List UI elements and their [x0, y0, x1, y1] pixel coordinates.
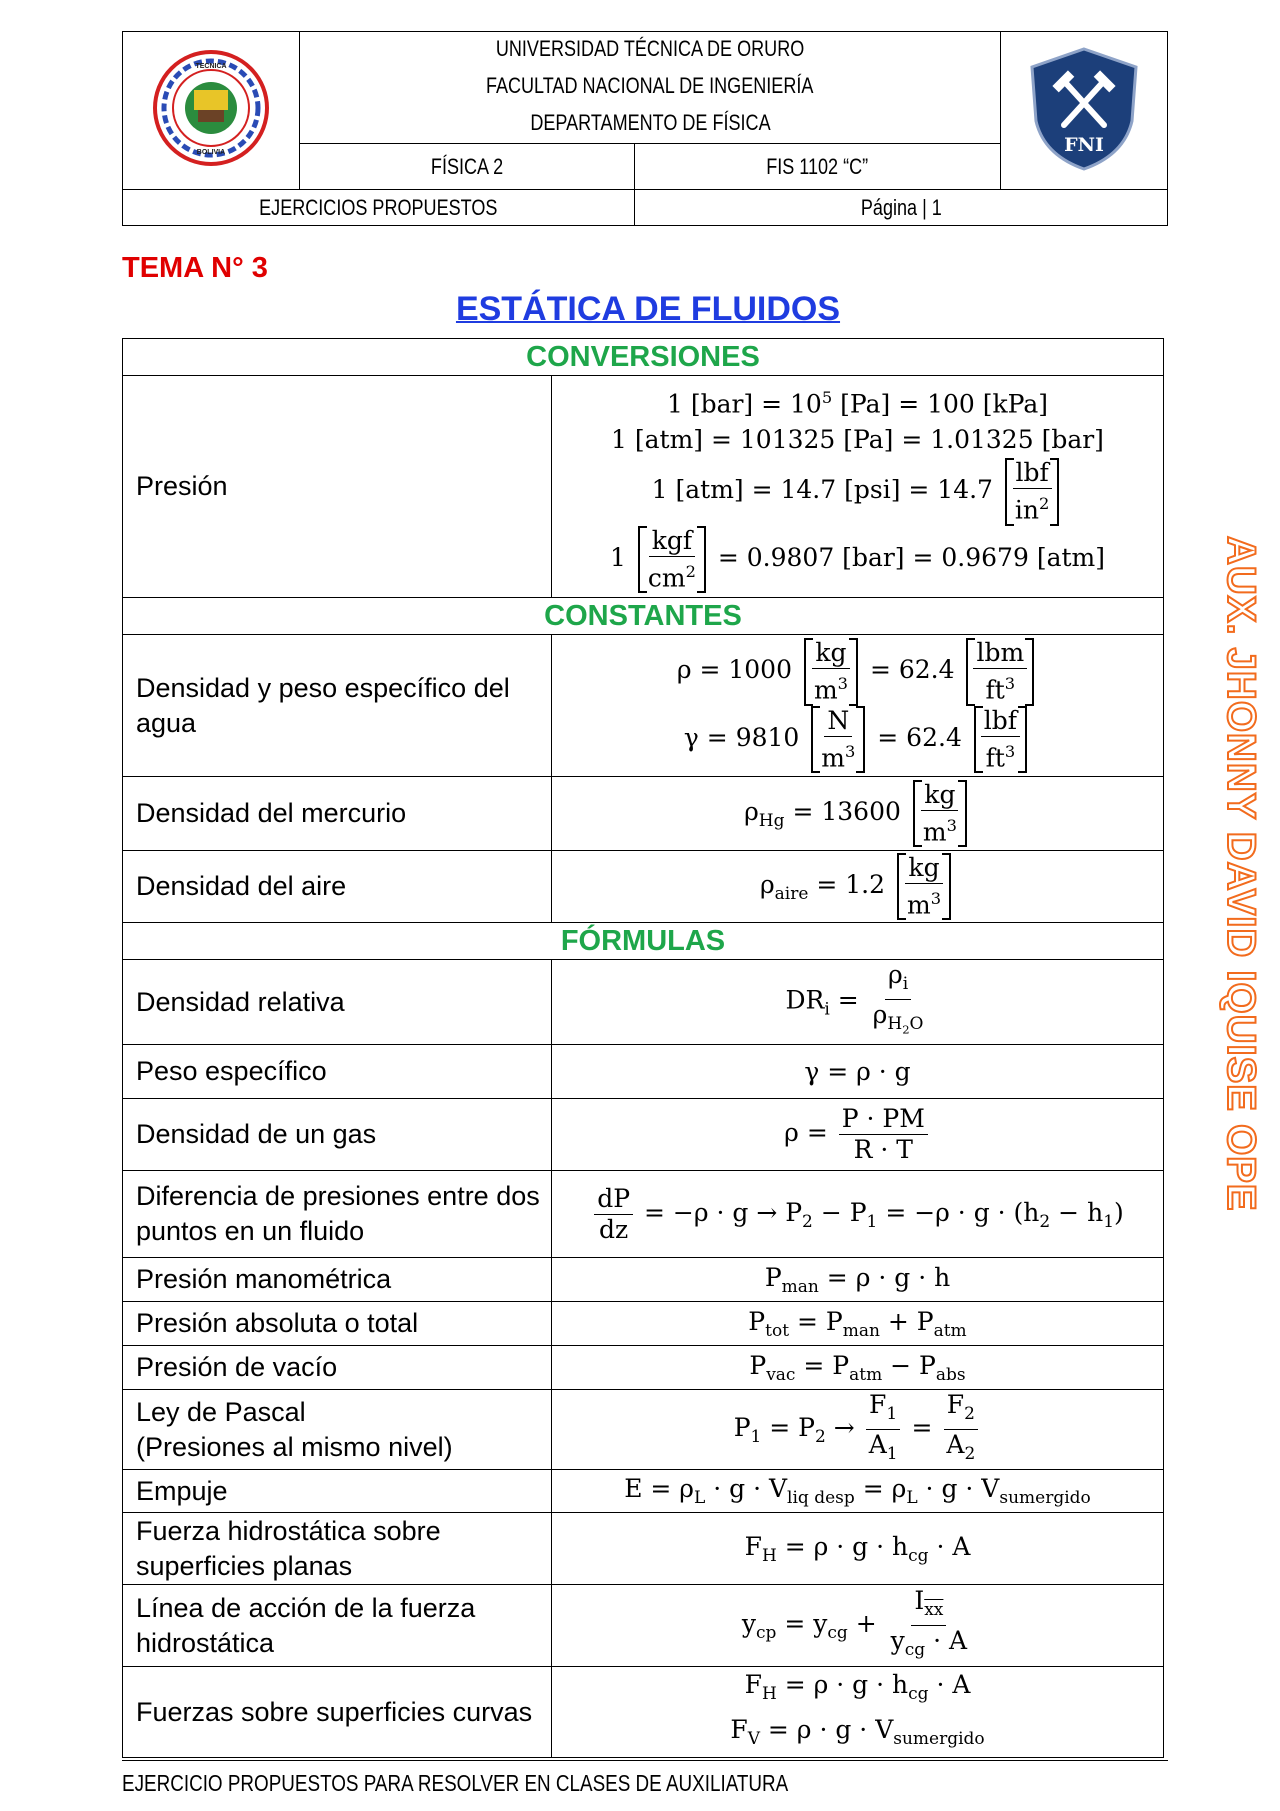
table-row	[123, 1390, 1164, 1470]
label-presion-manometrica: Presión manométrica	[123, 1258, 552, 1302]
document-header	[122, 31, 1168, 226]
university-logo-cell	[123, 32, 300, 190]
label-densidad-mercurio: Densidad del mercurio	[123, 777, 552, 851]
svg-text:TECNICA: TECNICA	[195, 63, 227, 70]
formula-linea-accion: $y_{cp} = y_{cg}$ + $\frac{I_{\overline{xx}}}{y_{cg} \cdot A}$	[552, 1585, 1164, 1667]
page-footer: EJERCICIO PROPUESTOS PARA RESOLVER EN CLASES DE AUXILIATURA	[122, 1770, 789, 1796]
label-fuerza-planas: Fuerza hidrostática sobre superficies planas	[123, 1513, 552, 1585]
formula-fuerzas-curvas: $F_H = \rho \cdot g \cdot h_{cg} \cdot A$ $F_V = \rho \cdot g \cdot V_{sumergido}$	[552, 1667, 1164, 1758]
university-name: UNIVERSIDAD TÉCNICA DE ORURO	[495, 36, 805, 61]
table-row	[123, 1302, 1164, 1346]
label-presion-absoluta: Presión absoluta o total	[123, 1302, 552, 1346]
label-linea-accion: Línea de acción de la fuerza hidrostática	[123, 1585, 552, 1667]
formula-densidad-relativa: $DR_i$ = $\frac{\rho_i}{\rho_{H_2O}}$	[552, 960, 1164, 1045]
formula-presion-vacio: $P_{vac} = P_{atm} - P_{abs}$	[552, 1346, 1164, 1390]
table-row	[123, 1585, 1164, 1667]
section-conversiones: CONVERSIONES	[123, 339, 1164, 376]
formula-densidad-mercurio: $\rho_{Hg} = 13600$ $\frac{kg}{m^3}$	[552, 777, 1164, 851]
page-number-cell: Página | 1	[634, 190, 1167, 226]
table-row	[123, 1045, 1164, 1099]
svg-text:BOLIVIA: BOLIVIA	[196, 149, 226, 156]
doc-type-cell: EJERCICIOS PROPUESTOS	[123, 190, 635, 226]
table-row	[123, 777, 1164, 851]
table-row	[123, 960, 1164, 1045]
table-row	[123, 851, 1164, 923]
formula-table	[122, 338, 1164, 1758]
table-row	[123, 1667, 1164, 1758]
formula-diferencia-presiones: $\frac{dP}{dz}$ = $-\rho \cdot g \to P_2 - P_1 = -\rho \cdot g \cdot (h_2 - h_1)$	[552, 1171, 1164, 1258]
formula-ley-pascal: $P_1 = P_2$ → $\frac{F_1}{A_1}$ = $\frac{F_2}{A_2}$	[552, 1390, 1164, 1470]
svg-text:FNI: FNI	[1064, 134, 1104, 156]
label-presion: Presión	[123, 376, 552, 598]
table-row	[123, 1099, 1164, 1171]
faculty-name: FACULTAD NACIONAL DE INGENIERÍA	[486, 73, 814, 98]
label-peso-especifico: Peso específico	[123, 1045, 552, 1099]
section-constantes: CONSTANTES	[123, 598, 1164, 635]
table-row	[123, 1171, 1164, 1258]
topic-number: TEMA N° 3	[122, 252, 268, 284]
table-row	[123, 1258, 1164, 1302]
fni-shield-icon	[1024, 43, 1144, 173]
author-watermark: AUX. JHONNY DAVID IQUISE OPE	[1219, 536, 1263, 1212]
label-densidad-aire: Densidad del aire	[123, 851, 552, 923]
formula-presion: 1 $[bar] = 10^5$ [Pa] = 100 [kPa] 1 [atm] = 101325 [Pa] = 1.01325 [bar] 1 [atm] = 14.7 [psi] = 14.7 $\frac{\text{lbf}}{in^2}$ 1 $\frac{\text{kgf}}{cm^2}$ = 0.9807 [bar] = 0.9679 [atm]	[552, 376, 1164, 598]
table-row	[123, 635, 1164, 777]
formula-densidad-gas: ρ = $\frac{P \cdot PM}{R \cdot T}$	[552, 1099, 1164, 1171]
label-diferencia-presiones: Diferencia de presiones entre dos puntos en un fluido	[123, 1171, 552, 1258]
table-row	[123, 1346, 1164, 1390]
label-empuje: Empuje	[123, 1470, 552, 1513]
formula-densidad-agua: ρ = 1000 $\frac{kg}{m^3}$ = 62.4 $\frac{\text{lbm}}{ft^3}$ γ = 9810 $\frac{N}{m^3}$ = 62.4 $\frac{\text{lbf}}{ft^3}$	[552, 635, 1164, 777]
footer-divider	[122, 1760, 1168, 1761]
label-densidad-relativa: Densidad relativa	[123, 960, 552, 1045]
label-presion-vacio: Presión de vacío	[123, 1346, 552, 1390]
institution-names	[300, 32, 1001, 144]
course-code-cell: FIS 1102 “C”	[634, 144, 1000, 190]
faculty-logo-cell	[1001, 32, 1168, 190]
department-name: DEPARTAMENTO DE FÍSICA	[529, 110, 771, 135]
table-row	[123, 1470, 1164, 1513]
formula-empuje: $E = \rho_L \cdot g \cdot V_{liq desp} = \rho_L \cdot g \cdot V_{sumergido}$	[552, 1470, 1164, 1513]
page-title: ESTÁTICA DE FLUIDOS	[455, 290, 841, 328]
label-densidad-agua: Densidad y peso específico del agua	[123, 635, 552, 777]
label-densidad-gas: Densidad de un gas	[123, 1099, 552, 1171]
formula-presion-absoluta: $P_{tot} = P_{man} + P_{atm}$	[552, 1302, 1164, 1346]
university-seal-icon	[136, 48, 286, 168]
label-ley-pascal: Ley de Pascal (Presiones al mismo nivel)	[123, 1390, 552, 1470]
course-name-cell: FÍSICA 2	[300, 144, 635, 190]
formula-peso-especifico: γ = ρ · g	[552, 1045, 1164, 1099]
formula-presion-manometrica: $P_{man} = \rho \cdot g \cdot h$	[552, 1258, 1164, 1302]
label-fuerzas-curvas: Fuerzas sobre superficies curvas	[123, 1667, 552, 1758]
table-row	[123, 1513, 1164, 1585]
table-row	[123, 376, 1164, 598]
section-formulas: FÓRMULAS	[123, 923, 1164, 960]
formula-densidad-aire: $\rho_{aire} = 1.2$ $\frac{kg}{m^3}$	[552, 851, 1164, 923]
formula-fuerza-planas: $F_H = \rho \cdot g \cdot h_{cg} \cdot A$	[552, 1513, 1164, 1585]
